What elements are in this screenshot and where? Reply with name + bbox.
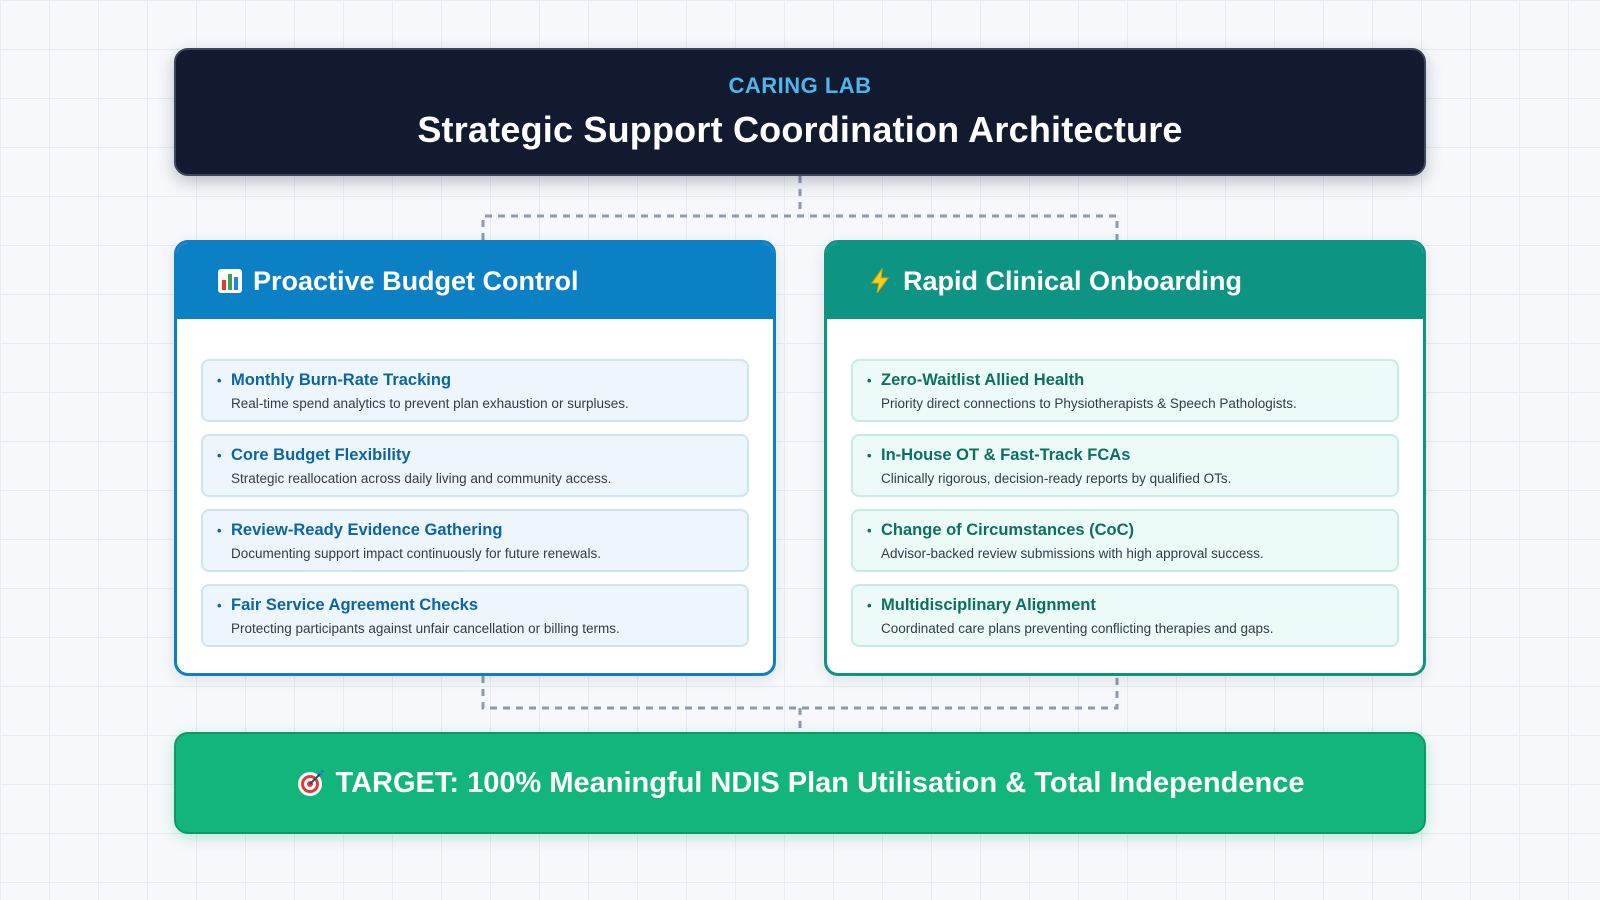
page-title: Strategic Support Coordination Architecture bbox=[417, 109, 1183, 150]
bullet-icon: • bbox=[217, 523, 222, 538]
item-title: Monthly Burn-Rate Tracking bbox=[231, 371, 452, 389]
bullet-icon: • bbox=[217, 373, 222, 388]
clinical-onboarding-panel bbox=[824, 240, 1426, 676]
budget-control-list bbox=[177, 319, 773, 647]
bullet-icon: • bbox=[867, 598, 872, 613]
list-item bbox=[851, 359, 1399, 422]
target-text: TARGET: 100% Meaningful NDIS Plan Utilisation & Total Independence bbox=[335, 766, 1305, 799]
item-description: Priority direct connections to Physiotherapists & Speech Pathologists. bbox=[881, 396, 1297, 411]
item-title: In-House OT & Fast-Track FCAs bbox=[881, 446, 1131, 464]
list-item bbox=[201, 584, 749, 647]
clinical-onboarding-title: Rapid Clinical Onboarding bbox=[903, 265, 1243, 296]
brand-label: CARING LAB bbox=[728, 73, 872, 98]
item-description: Strategic reallocation across daily living and community access. bbox=[231, 471, 612, 486]
budget-control-header bbox=[177, 243, 773, 319]
item-description: Real-time spend analytics to prevent plan exhaustion or surpluses. bbox=[231, 396, 629, 411]
target-banner bbox=[174, 732, 1426, 834]
item-title: Change of Circumstances (CoC) bbox=[881, 521, 1135, 539]
header-banner bbox=[174, 48, 1426, 176]
list-item bbox=[201, 434, 749, 497]
list-item bbox=[851, 434, 1399, 497]
lightning-bolt-icon bbox=[867, 268, 893, 294]
budget-control-panel bbox=[174, 240, 776, 676]
item-title: Fair Service Agreement Checks bbox=[231, 596, 479, 614]
bullet-icon: • bbox=[867, 373, 872, 388]
bullet-icon: • bbox=[217, 448, 222, 463]
item-description: Protecting participants against unfair cancellation or billing terms. bbox=[231, 621, 620, 636]
item-title: Core Budget Flexibility bbox=[231, 446, 411, 464]
item-title: Zero-Waitlist Allied Health bbox=[881, 371, 1085, 389]
bullet-icon: • bbox=[217, 598, 222, 613]
bullet-icon: • bbox=[867, 523, 872, 538]
list-item bbox=[851, 509, 1399, 572]
list-item bbox=[201, 359, 749, 422]
item-description: Documenting support impact continuously for future renewals. bbox=[231, 546, 601, 561]
item-title: Multidisciplinary Alignment bbox=[881, 596, 1096, 614]
clinical-onboarding-header bbox=[827, 243, 1423, 319]
list-item bbox=[851, 584, 1399, 647]
item-description: Clinically rigorous, decision-ready reports by qualified OTs. bbox=[881, 471, 1232, 486]
budget-control-title: Proactive Budget Control bbox=[253, 265, 579, 296]
connector-header-to-panels bbox=[483, 176, 1117, 240]
dart-target-icon bbox=[296, 768, 326, 798]
bar-chart-icon bbox=[217, 268, 243, 294]
item-description: Advisor-backed review submissions with high approval success. bbox=[881, 546, 1264, 561]
connector-panels-to-target bbox=[483, 676, 1117, 732]
clinical-onboarding-list bbox=[827, 319, 1423, 647]
item-title: Review-Ready Evidence Gathering bbox=[231, 521, 503, 539]
list-item bbox=[201, 509, 749, 572]
bullet-icon: • bbox=[867, 448, 872, 463]
item-description: Coordinated care plans preventing conflicting therapies and gaps. bbox=[881, 621, 1274, 636]
